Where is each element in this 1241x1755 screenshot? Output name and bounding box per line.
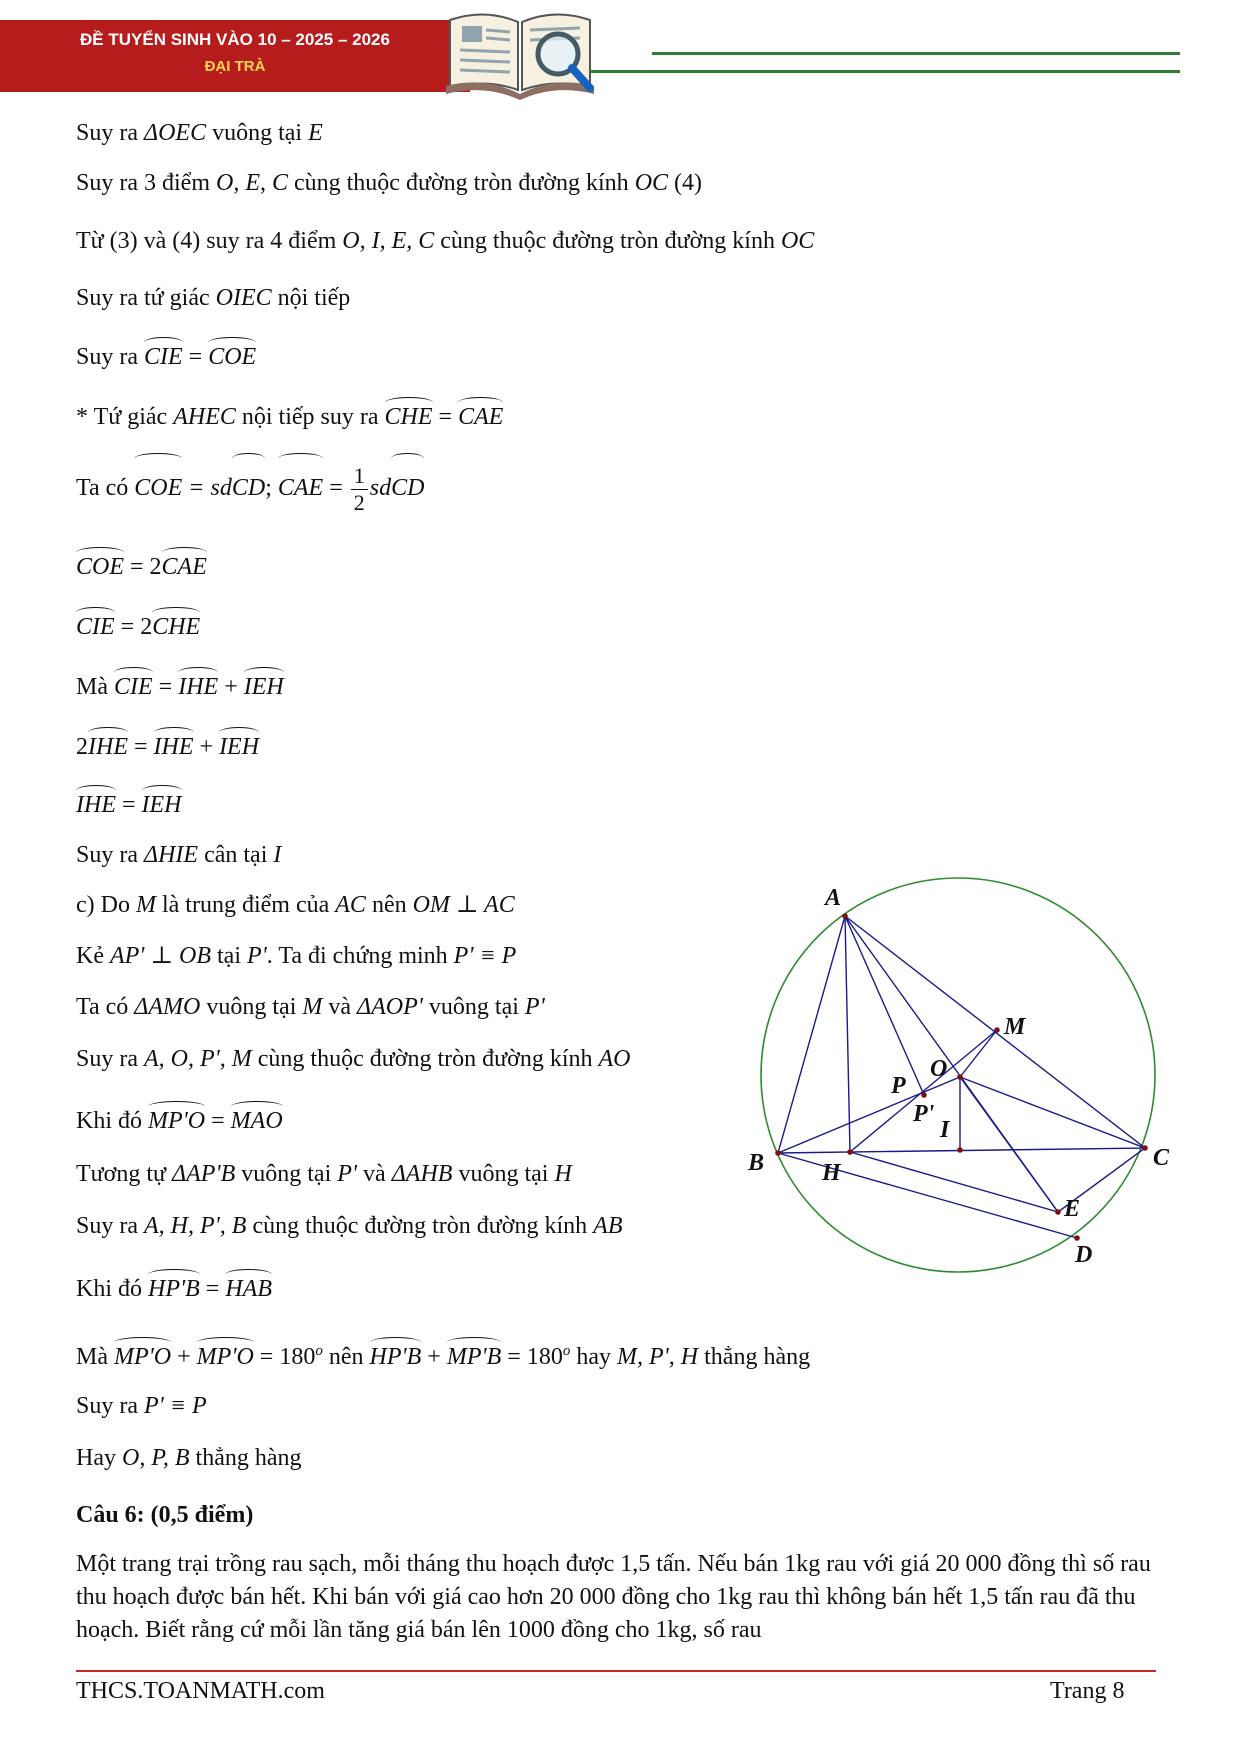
header-title: ĐỀ TUYỂN SINH VÀO 10 – 2025 – 2026 — [80, 30, 390, 49]
line-2: Suy ra 3 điểm O, E, C cùng thuộc đường tròn đường kính OC (4) — [76, 170, 703, 196]
line-24: Hay O, P, B thẳng hàng — [76, 1445, 302, 1471]
circle-o — [761, 878, 1155, 1272]
question-6-title: Câu 6: (0,5 điểm) — [76, 1502, 254, 1528]
line-11: 2IHE = IHE + IEH — [76, 734, 260, 760]
line-21: Khi đó HP'B = HAB — [76, 1276, 272, 1302]
footer-site: THCS.TOANMATH.com — [76, 1678, 325, 1704]
line-22: Mà $MP'O + MP'O = 180^o$ nên $HP'B + MP'B = 180^o$ hay M, P', H thẳng hàng — [76, 1343, 811, 1370]
label-c: C — [1153, 1145, 1170, 1171]
line-5: Suy ra CIE = COE — [76, 344, 257, 370]
label-p: P — [891, 1073, 906, 1099]
footer-rule — [76, 1670, 1156, 1672]
label-p-prime: P' — [913, 1101, 935, 1127]
label-a: A — [825, 885, 842, 911]
label-o: O — [930, 1056, 948, 1082]
line-3: Từ (3) và (4) suy ra 4 điểm O, I, E, C cùng thuộc đường tròn đường kính OC — [76, 228, 815, 254]
label-m: M — [1004, 1014, 1026, 1040]
line-14: c) Do M là trung điểm của AC nên OM ⊥ AC — [76, 892, 515, 918]
header-rule-top — [652, 52, 1180, 55]
footer-page-number: Trang 8 — [1050, 1678, 1125, 1704]
line-13: Suy ra ΔHIE cân tại I — [76, 842, 282, 868]
fraction-one-half: $\frac{1}{2}$ — [351, 463, 368, 516]
label-h: H — [822, 1160, 841, 1186]
header-rule-bottom — [590, 70, 1180, 73]
line-1: Suy ra ΔOEC vuông tại E — [76, 120, 323, 146]
line-19: Tương tự ΔAP'B vuông tại P' và ΔAHB vuông tại H — [76, 1161, 572, 1187]
line-17: Suy ra A, O, P', M cùng thuộc đường tròn đường kính AO — [76, 1046, 631, 1072]
label-d: D — [1075, 1242, 1093, 1268]
line-9: CIE = 2CHE — [76, 614, 201, 640]
line-23: Suy ra P' ≡ P — [76, 1393, 207, 1419]
line-12: IHE = IEH — [76, 792, 182, 818]
line-4: Suy ra tứ giác OIEC nội tiếp — [76, 285, 351, 311]
label-i: I — [940, 1117, 950, 1143]
line-7: Ta có COE = sdCD; CAE = $\frac{1}{2}$ sdCD — [76, 458, 424, 518]
line-15: Kẻ AP' ⊥ OB tại P'. Ta đi chứng minh P' ≡ P — [76, 943, 517, 969]
line-18: Khi đó MP'O = MAO — [76, 1108, 283, 1134]
header-subtitle: ĐẠI TRÀ — [204, 58, 266, 75]
line-6: * Tứ giác AHEC nội tiếp suy ra CHE = CAE — [76, 404, 504, 430]
line-10: Mà CIE = IHE + IEH — [76, 674, 284, 700]
line-20: Suy ra A, H, P', B cùng thuộc đường tròn đường kính AB — [76, 1213, 623, 1239]
label-e: E — [1064, 1196, 1081, 1222]
line-8: COE = 2CAE — [76, 554, 207, 580]
geometry-figure — [740, 875, 1180, 1285]
line-16: Ta có ΔAMO vuông tại M và ΔAOP' vuông tại P' — [76, 994, 545, 1020]
open-book-magnifier-icon — [440, 2, 600, 102]
label-b: B — [748, 1150, 765, 1176]
question-6-text: Một trang trại trồng rau sạch, mỗi tháng thu hoạch được 1,5 tấn. Nếu bán 1kg rau với giá 20 000 đồng thì số rau thu hoạch được bán hết. Khi bán với giá cao hơn 20 000 đồng cho 1kg rau thì không bán hết 1,5 tấn rau đã thu hoạch. Biết rằng cứ mỗi lần tăng giá bán lên 1000 đồng cho 1kg, số rau — [76, 1551, 1151, 1643]
